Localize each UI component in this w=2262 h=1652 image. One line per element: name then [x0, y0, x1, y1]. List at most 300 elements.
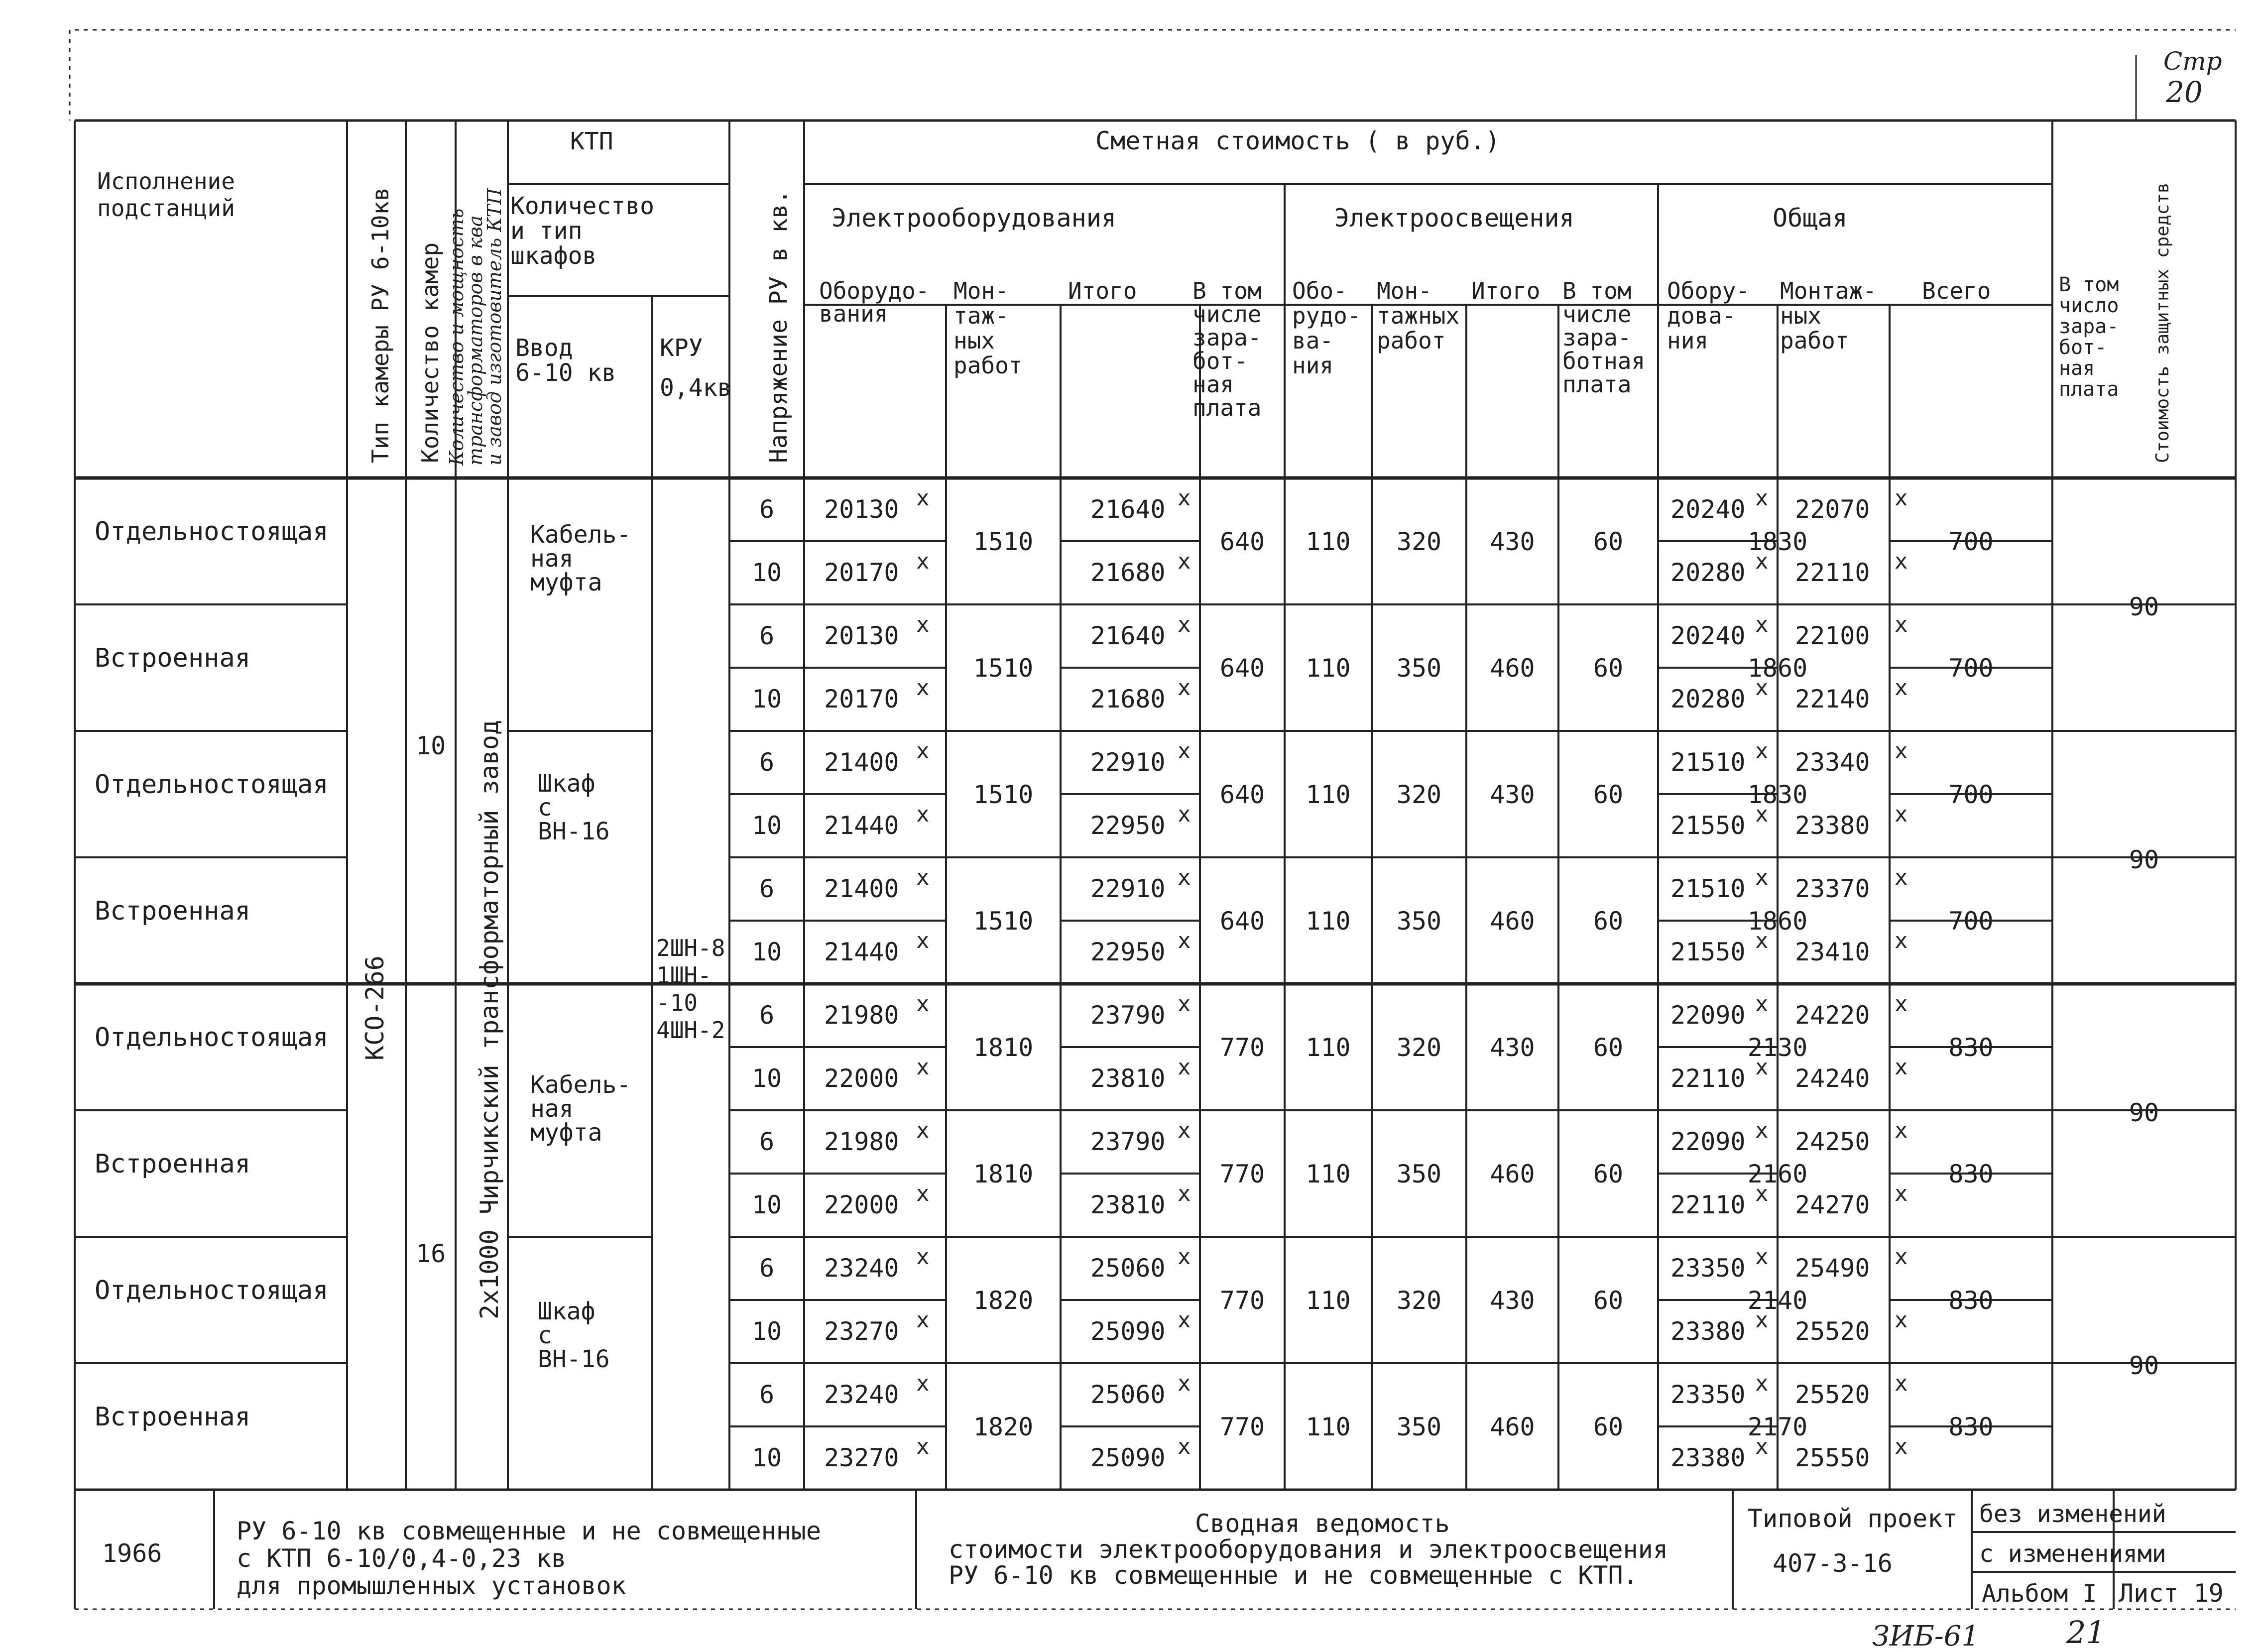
footer-title: для промышленных установок: [237, 1571, 626, 1600]
row-light-montage: 320: [1396, 1286, 1442, 1315]
x-mark: x: [1755, 928, 1769, 953]
header-execution: Исполнение: [97, 168, 235, 195]
sub-t-mont: ных: [1780, 302, 1822, 329]
row-total-equipment: 23350: [1670, 1380, 1746, 1409]
x-mark: x: [916, 1118, 930, 1143]
sub-l-mont: Мон-: [1377, 277, 1432, 304]
sub-l-wage: плата: [1562, 371, 1632, 398]
row-light-equipment: 110: [1306, 780, 1351, 809]
input-type: с: [538, 1321, 552, 1349]
sub-l-wage: зара-: [1562, 324, 1632, 351]
row-total: 22110: [1795, 558, 1870, 587]
row-light-montage: 320: [1396, 1033, 1442, 1062]
sub-l-mont: работ: [1377, 327, 1446, 354]
row-total-equipment: 21510: [1670, 748, 1746, 777]
sub-wage: числе: [1192, 301, 1262, 328]
row-itogo: 21640: [1090, 495, 1166, 524]
x-mark: x: [916, 549, 930, 574]
sub-t-wage: зара-: [2059, 315, 2119, 338]
x-mark: x: [916, 802, 930, 827]
row-voltage: 10: [751, 685, 782, 713]
x-mark: x: [1755, 802, 1769, 827]
row-protective: 90: [2129, 1098, 2159, 1127]
header-transformer: Количество и мощность: [446, 208, 468, 466]
row-equipment: 21400: [824, 874, 899, 903]
row-total: 24270: [1795, 1190, 1870, 1219]
row-total-equipment: 21550: [1670, 938, 1746, 966]
row-light-wage: 60: [1593, 527, 1624, 556]
sub-l-eq: ния: [1292, 352, 1334, 379]
row-total-montage: 2170: [1747, 1413, 1808, 1441]
row-voltage: 6: [759, 1380, 775, 1409]
sub-wage: ная: [1192, 371, 1234, 398]
x-mark: x: [1178, 549, 1191, 574]
row-total-montage: 1860: [1747, 654, 1808, 683]
kru-value: 1ШН-: [656, 962, 712, 989]
row-total-equipment: 20280: [1670, 558, 1746, 587]
row-wage: 770: [1219, 1413, 1265, 1441]
row-total: 23410: [1795, 938, 1870, 966]
row-total-montage: 2130: [1747, 1033, 1808, 1062]
row-total-wage: 830: [1948, 1286, 1994, 1315]
input-type: Кабель-: [530, 521, 631, 549]
sub-l-eq: Обо-: [1292, 277, 1347, 304]
x-mark: x: [916, 485, 930, 511]
project-number: 407-3-16: [1773, 1549, 1893, 1578]
row-montage: 1820: [973, 1413, 1034, 1441]
sub-mont: таж-: [953, 302, 1009, 329]
input-type: ная: [530, 1095, 574, 1123]
sub-mont: работ: [953, 352, 1023, 379]
row-wage: 640: [1219, 654, 1265, 683]
row-total-equipment: 22090: [1670, 1127, 1746, 1156]
sub-wage: плата: [1192, 394, 1262, 421]
sub-t-mont: работ: [1780, 327, 1849, 354]
sub-itogo: Итого: [1068, 277, 1137, 304]
header-estimate: Сметная стоимость ( в руб.): [1095, 126, 1500, 155]
row-light-itogo: 460: [1490, 907, 1535, 936]
x-mark: x: [1178, 1181, 1191, 1206]
row-equipment: 21440: [824, 811, 899, 840]
x-mark: x: [1895, 802, 1908, 827]
row-light-itogo: 430: [1490, 527, 1535, 556]
row-voltage: 6: [759, 748, 775, 777]
header-cabinets: Количество: [510, 192, 654, 220]
row-light-itogo: 460: [1490, 1160, 1535, 1188]
row-voltage: 6: [759, 874, 775, 903]
row-execution: Встроенная: [95, 896, 251, 926]
group-light: Электроосвещения: [1334, 204, 1574, 233]
row-light-itogo: 460: [1490, 1413, 1535, 1441]
header-input: 6-10 кв: [515, 359, 616, 387]
row-total-wage: 700: [1948, 527, 1994, 556]
sub-l-itogo: Итого: [1471, 277, 1541, 304]
transformer-value: 2x1000 Чирчикский трансформаторный завод: [475, 719, 504, 1319]
project-label: Типовой проект: [1748, 1504, 1958, 1533]
x-mark: x: [1895, 865, 1908, 890]
sub-t-wage: бот-: [2059, 336, 2107, 359]
row-itogo: 25060: [1090, 1380, 1166, 1409]
row-execution: Отдельностоящая: [95, 1276, 329, 1305]
row-total: 23340: [1795, 748, 1870, 777]
x-mark: x: [1755, 1244, 1769, 1270]
row-itogo: 21680: [1090, 558, 1166, 587]
row-voltage: 6: [759, 1127, 775, 1156]
row-light-montage: 320: [1396, 780, 1442, 809]
row-montage: 1510: [973, 907, 1034, 936]
page-mark: Стр: [2163, 47, 2222, 76]
sub-t-wage: число: [2059, 294, 2119, 317]
row-total: 24220: [1795, 1001, 1870, 1030]
row-itogo: 22950: [1090, 938, 1166, 966]
row-light-wage: 60: [1593, 654, 1624, 683]
x-mark: x: [916, 991, 930, 1017]
row-voltage: 6: [759, 1001, 775, 1030]
page-number: 20: [2166, 75, 2203, 109]
row-total-equipment: 23380: [1670, 1443, 1746, 1472]
x-mark: x: [1178, 1307, 1191, 1333]
row-itogo: 22910: [1090, 874, 1166, 903]
row-light-equipment: 110: [1306, 1033, 1351, 1062]
row-total-wage: 700: [1948, 780, 1994, 809]
row-equipment: 20170: [824, 558, 899, 587]
input-type: Шкаф: [538, 770, 595, 798]
x-mark: x: [916, 1055, 930, 1080]
row-wage: 640: [1219, 780, 1265, 809]
x-mark: x: [1895, 1118, 1908, 1143]
input-type: муфта: [530, 569, 602, 596]
sub-t-wage: В том: [2059, 273, 2119, 296]
header-kru: КРУ: [660, 334, 703, 362]
x-mark: x: [1895, 991, 1908, 1017]
header-ktp: КТП: [570, 127, 613, 155]
sub-t-eq: дова-: [1667, 302, 1736, 329]
row-total-equipment: 20240: [1670, 495, 1746, 524]
x-mark: x: [1755, 612, 1769, 637]
row-total-equipment: 22110: [1670, 1190, 1746, 1219]
header-cabinets: и тип: [510, 217, 583, 245]
row-voltage: 10: [751, 558, 782, 587]
bottom-note-right: 21: [2066, 1614, 2106, 1651]
row-montage: 1810: [973, 1033, 1034, 1062]
input-type: Кабель-: [530, 1071, 631, 1099]
x-mark: x: [1178, 1371, 1191, 1396]
row-equipment: 23240: [824, 1254, 899, 1283]
sheet-number: Лист 19: [2119, 1579, 2224, 1608]
row-light-montage: 350: [1396, 1413, 1442, 1441]
sub-l-eq: ва-: [1292, 327, 1334, 354]
footer-year: 1966: [102, 1539, 162, 1568]
x-mark: x: [1895, 485, 1908, 511]
row-equipment: 21980: [824, 1127, 899, 1156]
row-montage: 1820: [973, 1286, 1034, 1315]
row-total: 25520: [1795, 1380, 1870, 1409]
input-type: ная: [530, 545, 574, 573]
header-execution: подстанций: [97, 195, 235, 222]
footer-title: РУ 6-10 кв совмещенные и не совмещенные: [237, 1517, 821, 1545]
row-voltage: 10: [751, 1317, 782, 1346]
row-equipment: 20130: [824, 621, 899, 650]
x-mark: x: [1755, 1181, 1769, 1206]
row-light-equipment: 110: [1306, 527, 1351, 556]
x-mark: x: [1895, 1181, 1908, 1206]
header-chamber-type: Тип камеры РУ 6-10кв: [367, 187, 394, 463]
sub-mont: ных: [953, 327, 995, 354]
x-mark: x: [916, 1434, 930, 1459]
x-mark: x: [1755, 675, 1769, 701]
row-equipment: 21980: [824, 1001, 899, 1030]
row-itogo: 25090: [1090, 1443, 1166, 1472]
kru-value: -10: [656, 989, 698, 1016]
kru-value: 2ШН-8: [656, 935, 725, 961]
sub-mont: Мон-: [953, 277, 1009, 304]
input-type: ВН-16: [538, 818, 610, 845]
row-light-montage: 350: [1396, 654, 1442, 683]
row-light-equipment: 110: [1306, 654, 1351, 683]
row-itogo: 21680: [1090, 685, 1166, 713]
row-light-wage: 60: [1593, 1033, 1624, 1062]
header-transformer: трансформаторов в ква: [465, 215, 486, 466]
row-voltage: 10: [751, 1443, 782, 1472]
x-mark: x: [916, 675, 930, 701]
header-kru: 0,4кв: [660, 374, 732, 402]
sub-eq: вания: [819, 300, 888, 327]
group-electro: Электрооборудования: [832, 204, 1116, 233]
row-execution: Отдельностоящая: [95, 1023, 329, 1053]
row-light-wage: 60: [1593, 1286, 1624, 1315]
x-mark: x: [916, 928, 930, 953]
album: Альбом I: [1982, 1580, 2097, 1608]
bottom-note-left: ЗИБ-61: [1872, 1620, 1980, 1652]
row-light-itogo: 430: [1490, 780, 1535, 809]
row-voltage: 6: [759, 1254, 775, 1283]
row-itogo: 25060: [1090, 1254, 1166, 1283]
header-cabinets: шкафов: [510, 242, 597, 270]
row-total-equipment: 23350: [1670, 1254, 1746, 1283]
sub-eq: Оборудо-: [819, 277, 930, 304]
row-light-itogo: 460: [1490, 654, 1535, 683]
row-execution: Отдельностоящая: [95, 770, 329, 800]
sub-t-total: Всего: [1922, 277, 1991, 304]
sub-l-mont: тажных: [1377, 302, 1460, 329]
chamber-count-b: 16: [416, 1239, 446, 1268]
row-total: 25490: [1795, 1254, 1870, 1283]
x-mark: x: [1178, 1434, 1191, 1459]
sub-wage: В том: [1192, 277, 1262, 304]
row-execution: Встроенная: [95, 1402, 251, 1432]
row-equipment: 20170: [824, 685, 899, 713]
row-total-montage: 1830: [1747, 527, 1808, 556]
row-light-wage: 60: [1593, 1413, 1624, 1441]
row-light-equipment: 110: [1306, 1413, 1351, 1441]
row-equipment: 21440: [824, 938, 899, 966]
header-input: Ввод: [515, 334, 573, 362]
x-mark: x: [1755, 1371, 1769, 1396]
x-mark: x: [1895, 1371, 1908, 1396]
x-mark: x: [1178, 675, 1191, 701]
x-mark: x: [1895, 738, 1908, 764]
row-itogo: 22910: [1090, 748, 1166, 777]
row-itogo: 23810: [1090, 1190, 1166, 1219]
row-light-equipment: 110: [1306, 907, 1351, 936]
row-voltage: 10: [751, 938, 782, 966]
x-mark: x: [1178, 612, 1191, 637]
no-changes: без изменений: [1979, 1500, 2166, 1528]
row-total: 23380: [1795, 811, 1870, 840]
kru-value: 4ШН-2: [656, 1017, 725, 1044]
x-mark: x: [916, 865, 930, 890]
footer-desc: стоимости электрооборудования и электроосвещения: [949, 1535, 1668, 1564]
row-voltage: 6: [759, 495, 775, 524]
row-execution: Отдельностоящая: [95, 517, 329, 547]
row-equipment: 23270: [824, 1443, 899, 1472]
x-mark: x: [916, 1307, 930, 1333]
row-itogo: 23790: [1090, 1127, 1166, 1156]
row-light-itogo: 430: [1490, 1286, 1535, 1315]
row-equipment: 22000: [824, 1190, 899, 1219]
row-execution: Встроенная: [95, 643, 251, 673]
x-mark: x: [1895, 1307, 1908, 1333]
row-itogo: 22950: [1090, 811, 1166, 840]
row-protective: 90: [2129, 845, 2159, 874]
row-montage: 1810: [973, 1160, 1034, 1188]
row-total-equipment: 21510: [1670, 874, 1746, 903]
with-changes: с изменениями: [1979, 1540, 2166, 1568]
sub-l-wage: В том: [1562, 277, 1632, 304]
sub-t-wage: плата: [2059, 378, 2119, 401]
group-total: Общая: [1773, 204, 1848, 233]
x-mark: x: [1755, 485, 1769, 511]
x-mark: x: [1755, 865, 1769, 890]
row-voltage: 10: [751, 1064, 782, 1093]
footer-desc: Сводная ведомость: [1195, 1509, 1450, 1538]
sub-l-eq: рудо-: [1292, 302, 1361, 329]
footer-desc: РУ 6-10 кв совмещенные и не совмещенные с КТП.: [949, 1561, 1638, 1590]
row-montage: 1510: [973, 780, 1034, 809]
row-voltage: 6: [759, 621, 775, 650]
header-chamber-count: Количество камер: [417, 242, 444, 463]
x-mark: x: [1755, 549, 1769, 574]
chamber-type-value: КСО-266: [360, 955, 389, 1061]
x-mark: x: [1178, 1244, 1191, 1270]
header-transformer: и завод изготовитель КТП: [483, 188, 505, 466]
x-mark: x: [1895, 675, 1908, 701]
sub-wage: зара-: [1192, 324, 1262, 351]
input-type: муфта: [530, 1119, 602, 1147]
x-mark: x: [1895, 612, 1908, 637]
row-wage: 770: [1219, 1033, 1265, 1062]
input-type: ВН-16: [538, 1345, 610, 1373]
row-total-wage: 700: [1948, 907, 1994, 936]
row-wage: 770: [1219, 1160, 1265, 1188]
row-light-equipment: 110: [1306, 1286, 1351, 1315]
input-type: с: [538, 794, 552, 822]
row-total-equipment: 21550: [1670, 811, 1746, 840]
row-light-equipment: 110: [1306, 1160, 1351, 1188]
row-protective: 90: [2129, 592, 2159, 621]
x-mark: x: [1178, 802, 1191, 827]
row-total-equipment: 22110: [1670, 1064, 1746, 1093]
row-equipment: 21400: [824, 748, 899, 777]
row-light-wage: 60: [1593, 907, 1624, 936]
row-equipment: 23270: [824, 1317, 899, 1346]
row-total-wage: 830: [1948, 1160, 1994, 1188]
row-total: 24250: [1795, 1127, 1870, 1156]
x-mark: x: [1178, 1055, 1191, 1080]
row-equipment: 20130: [824, 495, 899, 524]
row-wage: 640: [1219, 907, 1265, 936]
row-total-montage: 1860: [1747, 907, 1808, 936]
sub-l-wage: числе: [1562, 301, 1632, 328]
header-voltage: Напряжение РУ в кв.: [765, 189, 793, 463]
footer-title: с КТП 6-10/0,4-0,23 кв: [237, 1544, 567, 1573]
row-protective: 90: [2129, 1351, 2159, 1380]
x-mark: x: [1755, 738, 1769, 764]
sub-t-eq: ния: [1667, 327, 1709, 354]
chamber-count-a: 10: [416, 731, 446, 760]
row-total: 25520: [1795, 1317, 1870, 1346]
input-type: Шкаф: [538, 1298, 595, 1325]
row-itogo: 23790: [1090, 1001, 1166, 1030]
row-total: 24240: [1795, 1064, 1870, 1093]
row-montage: 1510: [973, 527, 1034, 556]
row-itogo: 23810: [1090, 1064, 1166, 1093]
row-total-montage: 2160: [1747, 1160, 1808, 1188]
x-mark: x: [1895, 1434, 1908, 1459]
row-total: 22100: [1795, 621, 1870, 650]
row-light-montage: 320: [1396, 527, 1442, 556]
row-voltage: 10: [751, 811, 782, 840]
sub-t-mont: Монтаж-: [1780, 277, 1877, 304]
row-total-equipment: 20240: [1670, 621, 1746, 650]
x-mark: x: [1895, 1244, 1908, 1270]
x-mark: x: [1895, 1055, 1908, 1080]
x-mark: x: [1178, 485, 1191, 511]
row-total: 25550: [1795, 1443, 1870, 1472]
row-light-montage: 350: [1396, 907, 1442, 936]
x-mark: x: [1895, 928, 1908, 953]
row-total-montage: 1830: [1747, 780, 1808, 809]
row-total-montage: 2140: [1747, 1286, 1808, 1315]
sub-l-wage: ботная: [1562, 348, 1646, 374]
x-mark: x: [916, 738, 930, 764]
row-montage: 1510: [973, 654, 1034, 683]
x-mark: x: [1755, 1118, 1769, 1143]
x-mark: x: [1755, 1307, 1769, 1333]
row-light-itogo: 430: [1490, 1033, 1535, 1062]
x-mark: x: [916, 1244, 930, 1270]
row-light-montage: 350: [1396, 1160, 1442, 1188]
row-total-equipment: 22090: [1670, 1001, 1746, 1030]
header-protective: Стоимость защитных средств: [2152, 182, 2173, 463]
x-mark: x: [1178, 1118, 1191, 1143]
x-mark: x: [916, 1181, 930, 1206]
row-itogo: 25090: [1090, 1317, 1166, 1346]
row-light-wage: 60: [1593, 780, 1624, 809]
row-total: 22070: [1795, 495, 1870, 524]
sub-t-wage: ная: [2059, 357, 2095, 380]
row-total-wage: 830: [1948, 1033, 1994, 1062]
sub-t-eq: Обору-: [1667, 277, 1750, 304]
row-equipment: 22000: [824, 1064, 899, 1093]
row-light-wage: 60: [1593, 1160, 1624, 1188]
row-total-equipment: 20280: [1670, 685, 1746, 713]
x-mark: x: [1178, 928, 1191, 953]
x-mark: x: [1755, 1055, 1769, 1080]
x-mark: x: [1178, 991, 1191, 1017]
row-wage: 640: [1219, 527, 1265, 556]
row-total: 23370: [1795, 874, 1870, 903]
